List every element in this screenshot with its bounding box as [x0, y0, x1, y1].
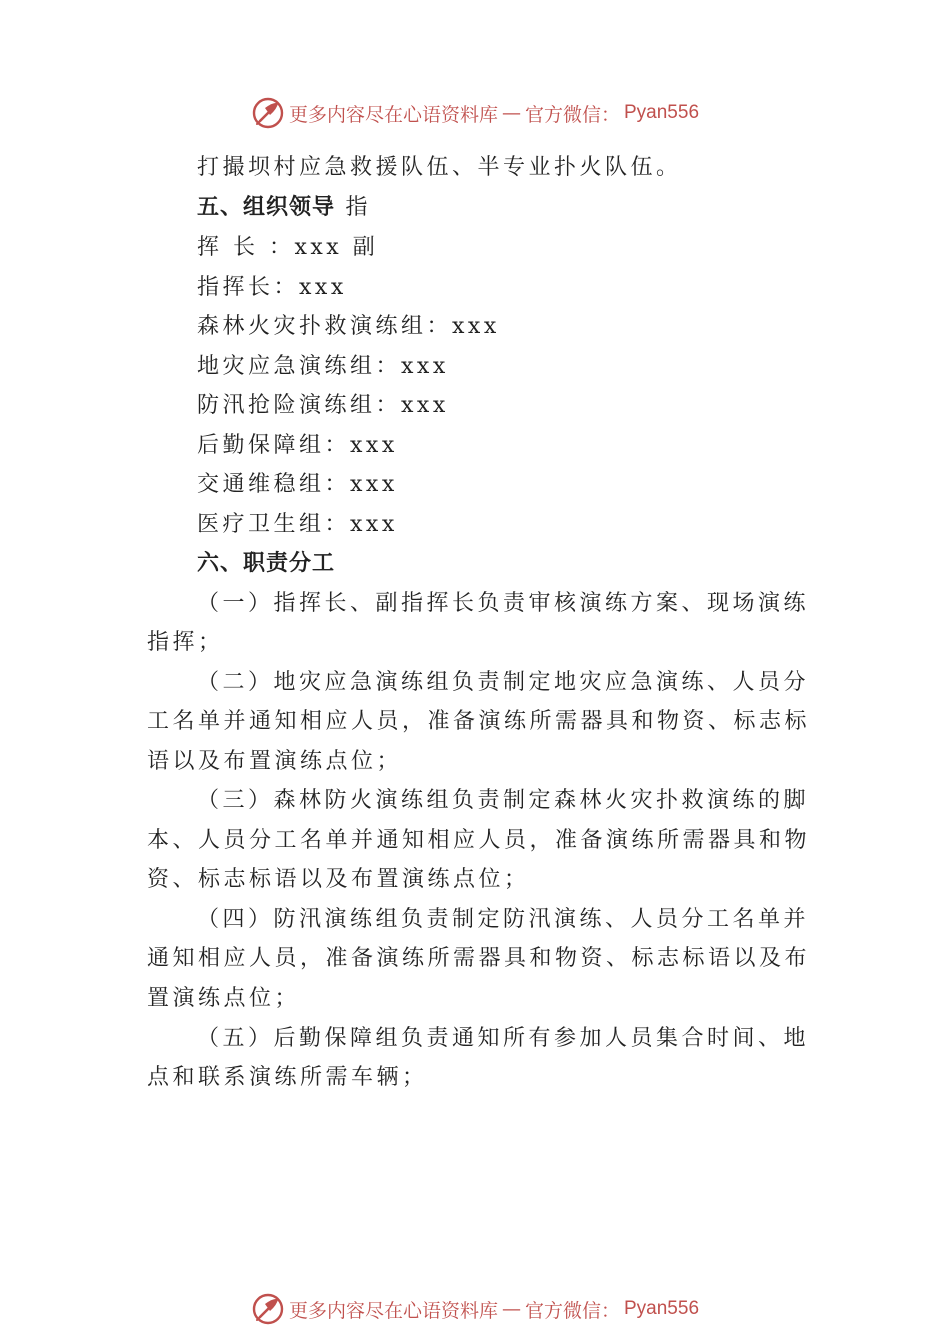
- body-line: 语以及布置演练点位；: [147, 749, 403, 774]
- body-line: （五）后勤保障组负责通知所有参加人员集合时间、地: [197, 1026, 810, 1051]
- body-line: 资、标志标语以及布置演练点位；: [147, 867, 530, 892]
- quill-logo-icon: [251, 96, 285, 130]
- watermark-footer: [0, 1289, 950, 1329]
- watermark-label: 官方微信：: [524, 1299, 620, 1322]
- body-line: 防汛抢险演练组：xxx: [197, 393, 449, 418]
- body-line: （一）指挥长、副指挥长负责审核演练方案、现场演练: [197, 591, 810, 616]
- body-line: （二）地灾应急演练组负责制定地灾应急演练、人员分: [197, 670, 810, 695]
- body-line: 点和联系演练所需车辆；: [147, 1065, 428, 1090]
- section-heading-text: 五、组织领导: [197, 195, 336, 220]
- body-line: 森林火灾扑救演练组：xxx: [197, 314, 500, 339]
- body-line: 指挥长：xxx: [197, 275, 347, 300]
- body-line: 打撮坝村应急救援队伍、半专业扑火队伍。: [197, 155, 682, 180]
- body-line: 医疗卫生组：xxx: [197, 512, 398, 537]
- body-line: （四）防汛演练组负责制定防汛演练、人员分工名单并: [197, 907, 810, 932]
- watermark-text: 更多内容尽在心语资料库: [288, 1299, 498, 1322]
- section-heading-six: 六、职责分工: [197, 551, 336, 576]
- body-line: 交通维稳组：xxx: [197, 472, 398, 497]
- watermark-separator: —: [501, 102, 521, 124]
- watermark-header: [0, 93, 950, 133]
- watermark-text: 更多内容尽在心语资料库: [288, 103, 498, 126]
- body-line: 本、人员分工名单并通知相应人员，准备演练所需器具和物: [147, 828, 811, 853]
- watermark-id: Pyan556: [624, 1298, 700, 1319]
- body-line: 通知相应人员，准备演练所需器具和物资、标志标语以及布: [147, 946, 811, 971]
- quill-logo-icon: [251, 1292, 285, 1326]
- body-line: 地灾应急演练组：xxx: [197, 354, 449, 379]
- body-line: 后勤保障组：xxx: [197, 433, 398, 458]
- body-line: （三）森林防火演练组负责制定森林火灾扑救演练的脚: [197, 788, 810, 813]
- section-heading-five: [197, 193, 807, 223]
- body-text-fragment: 指: [345, 195, 372, 220]
- watermark-separator: —: [501, 1298, 521, 1320]
- body-line: 工名单并通知相应人员，准备演练所需器具和物资、标志标: [147, 709, 811, 734]
- body-line: 指挥；: [147, 630, 224, 655]
- body-line: 置演练点位；: [147, 986, 301, 1011]
- watermark-label: 官方微信：: [524, 103, 620, 126]
- watermark-id: Pyan556: [624, 102, 700, 123]
- body-line: 挥 长 ：xxx 副: [197, 235, 379, 260]
